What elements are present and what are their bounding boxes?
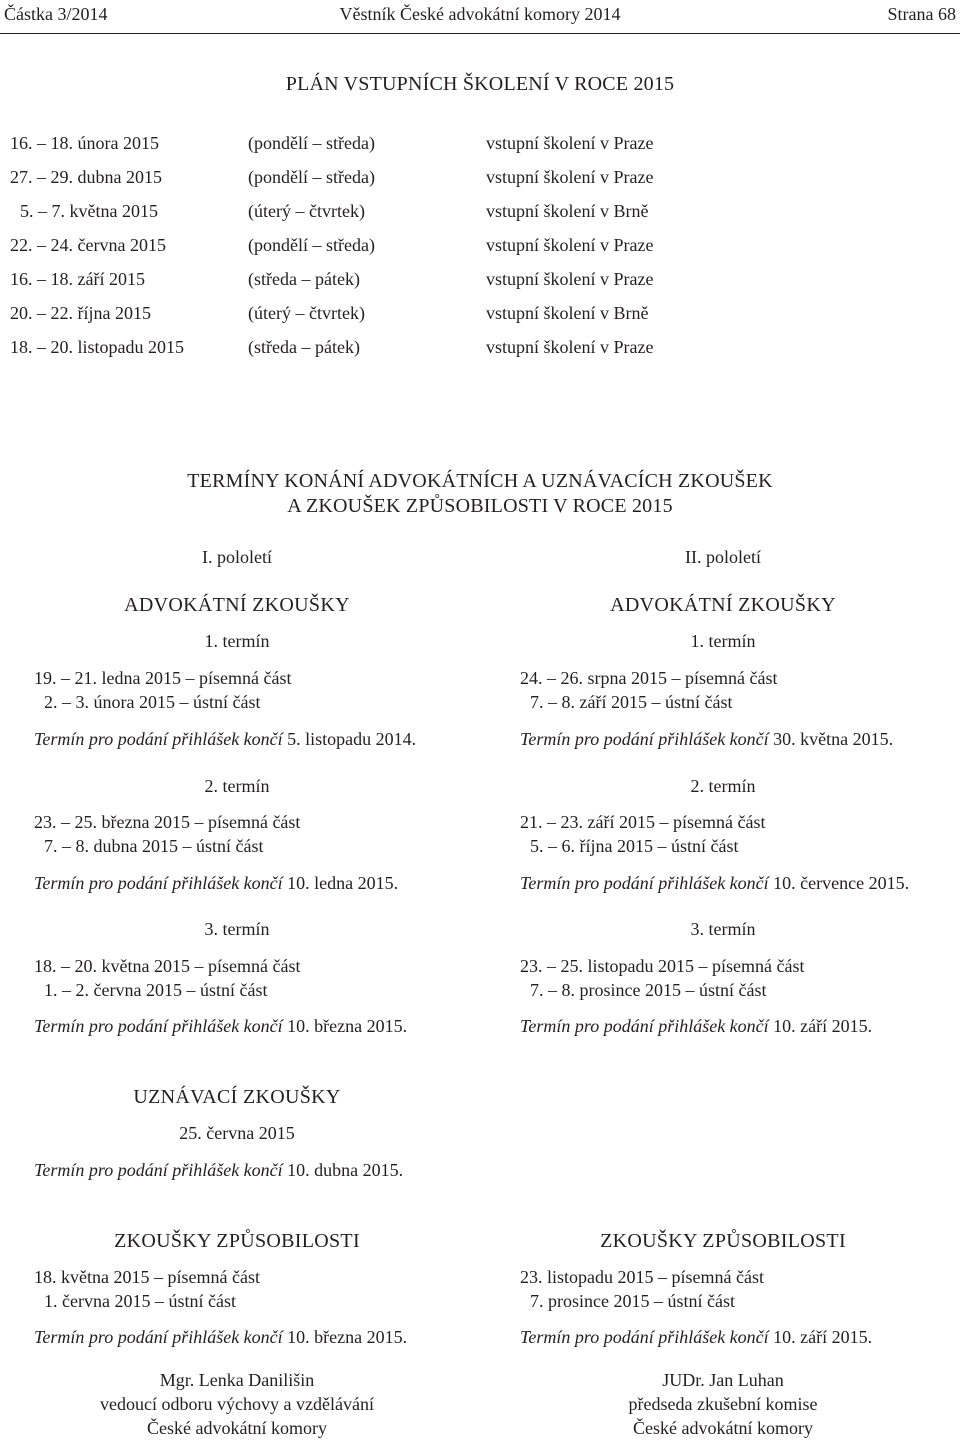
written-part: 18. května 2015 – písemná část bbox=[34, 1267, 260, 1287]
header-issue: Částka 3/2014 bbox=[4, 4, 108, 24]
plan-row-date: 22. – 24. června 2015 bbox=[10, 235, 166, 255]
application-deadline: Termín pro podání přihlášek končí 10. září 2015. bbox=[520, 1327, 873, 1347]
application-deadline: Termín pro podání přihlášek končí 10. března 2015. bbox=[34, 1327, 408, 1347]
signatory-organization: České advokátní komory bbox=[633, 1418, 813, 1438]
signatory-role: vedoucí odboru výchovy a vzdělávání bbox=[100, 1394, 374, 1414]
term-label: 3. termín bbox=[204, 919, 270, 939]
oral-part: 5. – 6. října 2015 – ústní část bbox=[530, 836, 739, 856]
oral-part: 7. – 8. září 2015 – ústní část bbox=[530, 692, 733, 712]
plan-row-days: (pondělí – středa) bbox=[248, 167, 375, 187]
terms-title-line2: A ZKOUŠEK ZPŮSOBILOSTI V ROCE 2015 bbox=[287, 495, 673, 517]
signatory-organization: České advokátní komory bbox=[147, 1418, 327, 1438]
plan-row-place: vstupní školení v Praze bbox=[486, 337, 654, 357]
oral-part: 2. – 3. února 2015 – ústní část bbox=[44, 692, 261, 712]
terms-title-line1: TERMÍNY KONÁNÍ ADVOKÁTNÍCH A UZNÁVACÍCH ZKOUŠEK bbox=[187, 470, 773, 492]
written-part: 23. – 25. listopadu 2015 – písemná část bbox=[520, 956, 805, 976]
plan-row-place: vstupní školení v Praze bbox=[486, 167, 654, 187]
plan-row-date: 27. – 29. dubna 2015 bbox=[10, 167, 162, 187]
first-half-exam-heading: ADVOKÁTNÍ ZKOUŠKY bbox=[124, 594, 350, 616]
plan-row-days: (pondělí – středa) bbox=[248, 235, 375, 255]
plan-row-date: 5. – 7. května 2015 bbox=[20, 201, 158, 221]
first-half-heading: I. pololetí bbox=[202, 547, 272, 567]
application-deadline: Termín pro podání přihlášek končí 10. července 2015. bbox=[520, 873, 910, 893]
plan-title: PLÁN VSTUPNÍCH ŠKOLENÍ V ROCE 2015 bbox=[285, 73, 675, 95]
plan-row-days: (pondělí – středa) bbox=[248, 133, 375, 153]
signature-left bbox=[100, 1368, 374, 1440]
written-part: 19. – 21. ledna 2015 – písemná část bbox=[34, 668, 292, 688]
plan-row-days: (úterý – čtvrtek) bbox=[248, 201, 365, 221]
signatory-name: Mgr. Lenka Danilišin bbox=[159, 1370, 315, 1390]
recognition-exam-date: 25. června 2015 bbox=[179, 1123, 295, 1143]
written-part: 23. – 25. března 2015 – písemná část bbox=[34, 812, 301, 832]
application-deadline: Termín pro podání přihlášek končí 30. května 2015. bbox=[520, 729, 894, 749]
recognition-exam-heading: UZNÁVACÍ ZKOUŠKY bbox=[133, 1086, 341, 1108]
header-journal-title: Věstník České advokátní komory 2014 bbox=[339, 4, 621, 24]
term-label: 2. termín bbox=[204, 776, 270, 796]
signatory-role: předseda zkušební komise bbox=[628, 1394, 818, 1414]
plan-row-days: (středa – pátek) bbox=[248, 269, 360, 289]
header-rule bbox=[0, 33, 960, 34]
term-label: 3. termín bbox=[690, 919, 756, 939]
plan-row-date: 18. – 20. listopadu 2015 bbox=[10, 337, 184, 357]
written-part: 18. – 20. května 2015 – písemná část bbox=[34, 956, 301, 976]
plan-row-place: vstupní školení v Praze bbox=[486, 269, 654, 289]
oral-part: 7. – 8. dubna 2015 – ústní část bbox=[44, 836, 264, 856]
plan-row-place: vstupní školení v Brně bbox=[486, 303, 649, 323]
competence-exam-heading: ZKOUŠKY ZPŮSOBILOSTI bbox=[600, 1230, 846, 1252]
plan-row-place: vstupní školení v Brně bbox=[486, 201, 649, 221]
plan-row-place: vstupní školení v Praze bbox=[486, 235, 654, 255]
plan-row-days: (úterý – čtvrtek) bbox=[248, 303, 365, 323]
application-deadline: Termín pro podání přihlášek končí 10. září 2015. bbox=[520, 1016, 873, 1036]
application-deadline: Termín pro podání přihlášek končí 10. dubna 2015. bbox=[34, 1160, 404, 1180]
plan-row-date: 16. – 18. února 2015 bbox=[10, 133, 159, 153]
term-label: 2. termín bbox=[690, 776, 756, 796]
application-deadline: Termín pro podání přihlášek končí 10. března 2015. bbox=[34, 1016, 408, 1036]
signature-right bbox=[629, 1368, 818, 1440]
oral-part: 1. června 2015 – ústní část bbox=[44, 1291, 236, 1311]
application-deadline: Termín pro podání přihlášek končí 10. ledna 2015. bbox=[34, 873, 399, 893]
second-half-heading: II. pololetí bbox=[685, 547, 761, 567]
competence-exam-heading: ZKOUŠKY ZPŮSOBILOSTI bbox=[114, 1230, 360, 1252]
oral-part: 7. prosince 2015 – ústní část bbox=[530, 1291, 735, 1311]
plan-row-date: 16. – 18. září 2015 bbox=[10, 269, 145, 289]
plan-row-days: (středa – pátek) bbox=[248, 337, 360, 357]
written-part: 23. listopadu 2015 – písemná část bbox=[520, 1267, 764, 1287]
signatory-name: JUDr. Jan Luhan bbox=[662, 1370, 784, 1390]
written-part: 21. – 23. září 2015 – písemná část bbox=[520, 812, 766, 832]
oral-part: 1. – 2. června 2015 – ústní část bbox=[44, 980, 268, 1000]
second-half-exam-heading: ADVOKÁTNÍ ZKOUŠKY bbox=[610, 594, 836, 616]
term-label: 1. termín bbox=[204, 631, 270, 651]
oral-part: 7. – 8. prosince 2015 – ústní část bbox=[530, 980, 767, 1000]
application-deadline: Termín pro podání přihlášek končí 5. listopadu 2014. bbox=[34, 729, 417, 749]
term-label: 1. termín bbox=[690, 631, 756, 651]
written-part: 24. – 26. srpna 2015 – písemná část bbox=[520, 668, 778, 688]
header-page-number: Strana 68 bbox=[887, 4, 956, 24]
plan-row-place: vstupní školení v Praze bbox=[486, 133, 654, 153]
plan-row-date: 20. – 22. října 2015 bbox=[10, 303, 151, 323]
